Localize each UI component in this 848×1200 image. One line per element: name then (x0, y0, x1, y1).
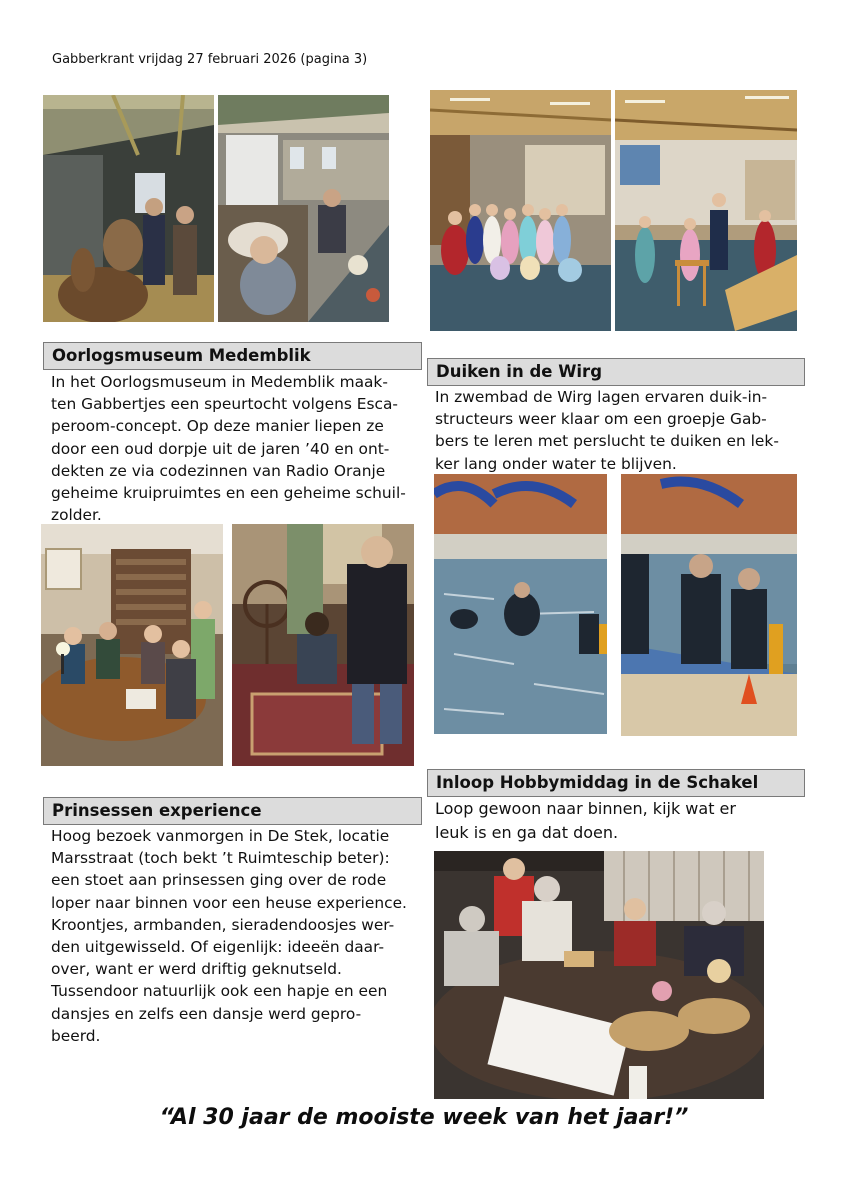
photo-princess-group (430, 90, 611, 331)
article-prinsessen (51, 825, 407, 1047)
article-line: peroom-concept. Op deze manier liepen ze (51, 417, 384, 436)
article-line: In het Oorlogsmuseum in Medemblik maak- (51, 373, 388, 391)
article-line: door een oud dorpje uit de jaren ’40 en ont- (51, 439, 390, 458)
article-line: leuk is en ga dat doen. (435, 823, 619, 842)
photo-pool-divers (434, 474, 607, 734)
article-line: Loop gewoon naar binnen, kijk wat er (435, 799, 736, 818)
photo-barn-alpacas (43, 95, 214, 322)
photo-museum-room (232, 524, 414, 766)
article-line: zolder. (51, 506, 102, 525)
section-title-oorlogsmuseum: Oorlogsmuseum Medemblik (43, 342, 422, 370)
article-line: Kroontjes, armbanden, sieradendoosjes wer- (51, 915, 395, 934)
photo-hobby-room (434, 851, 764, 1099)
article-line: loper naar binnen voor een heuse experience. (51, 893, 407, 912)
photo-cafe-tables (218, 95, 389, 322)
article-line: Hoog bezoek vanmorgen in De Stek, locatie (51, 827, 390, 845)
section-title-prinsessen: Prinsessen experience (43, 797, 422, 825)
photo-pool-instructor (621, 474, 797, 736)
article-line: dansjes en zelfs een dansje werd gepro- (51, 1004, 362, 1023)
article-hobbymiddag (435, 797, 736, 845)
article-line: bers te leren met perslucht te duiken en lek- (435, 432, 779, 451)
article-line: structeurs weer klaar om een groepje Gab- (435, 410, 767, 429)
article-line: Marsstraat (toch bekt ’t Ruimteschip beter): (51, 849, 390, 868)
page-header: Gabberkrant vrijdag 27 februari 2026 (pagina 3) (52, 52, 368, 67)
article-line: een stoet aan prinsessen ging over de rode (51, 871, 387, 890)
photo-museum-table (41, 524, 223, 766)
article-oorlogsmuseum (51, 371, 406, 526)
article-line: In zwembad de Wirg lagen ervaren duik-in- (435, 388, 768, 406)
section-title-hobbymiddag: Inloop Hobbymiddag in de Schakel (427, 769, 805, 797)
article-line: den uitgewisseld. Of eigenlijk: ideeën daar- (51, 938, 384, 957)
article-line: beerd. (51, 1026, 101, 1045)
photo-classroom-dance (615, 90, 797, 331)
article-line: dekten ze via codezinnen van Radio Oranje (51, 461, 386, 480)
article-line: Tussendoor natuurlijk ook een hapje en een (51, 982, 388, 1001)
article-line: ten Gabbertjes een speurtocht volgens Esca- (51, 395, 398, 414)
section-title-duiken: Duiken in de Wirg (427, 358, 805, 386)
article-duiken (435, 386, 779, 475)
article-line: geheime kruipruimtes en een geheime schuil- (51, 484, 406, 503)
article-line: over, want er werd driftig geknutseld. (51, 960, 342, 979)
article-line: ker lang onder water te blijven. (435, 454, 677, 473)
footer-slogan: “Al 30 jaar de mooiste week van het jaar!” (159, 1105, 689, 1130)
